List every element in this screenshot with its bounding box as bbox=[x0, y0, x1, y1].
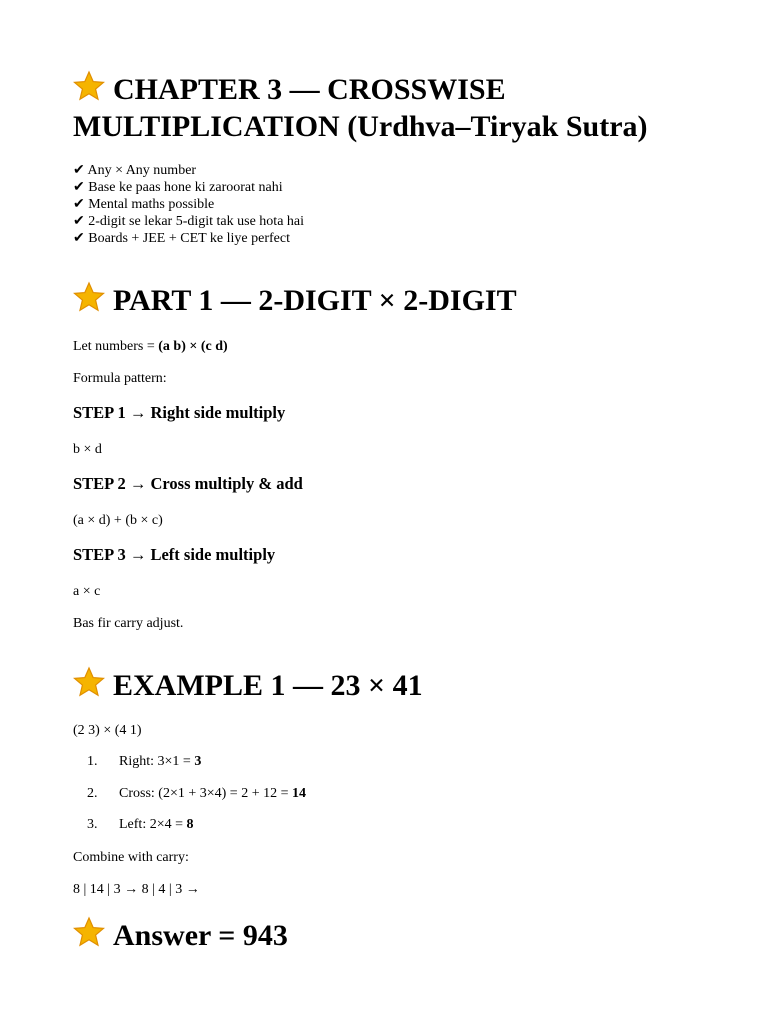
chapter-title-line1: CHAPTER 3 — CROSSWISE bbox=[113, 73, 506, 106]
closing-note: Bas fir carry adjust. bbox=[73, 616, 184, 631]
example1-title-text: EXAMPLE 1 — 23 × 41 bbox=[113, 669, 423, 702]
let-value: (a b) × (c d) bbox=[158, 339, 228, 354]
combine-label: Combine with carry: bbox=[73, 850, 189, 865]
let-prefix: Let numbers = bbox=[73, 339, 159, 354]
list-item-text: Cross: (2×1 + 3×4) = 2 + 12 = bbox=[119, 786, 292, 801]
chapter-title-line2: MULTIPLICATION (Urdhva–Tiryak Sutra) bbox=[73, 110, 648, 143]
feature-item: ✔ Mental maths possible bbox=[73, 197, 215, 212]
chapter-title bbox=[73, 70, 506, 109]
answer-text: Answer = 943 bbox=[113, 919, 288, 952]
list-number: 2. bbox=[87, 786, 98, 801]
formula-label: Formula pattern: bbox=[73, 371, 167, 386]
list-item bbox=[119, 754, 201, 770]
feature-item: ✔ Boards + JEE + CET ke liye perfect bbox=[73, 231, 290, 246]
list-item-text: Left: 2×4 = bbox=[119, 817, 187, 832]
answer-title bbox=[73, 916, 288, 954]
star-icon bbox=[73, 666, 105, 698]
part1-title-text: PART 1 — 2-DIGIT × 2-DIGIT bbox=[113, 284, 517, 317]
step-formula: a × c bbox=[73, 584, 101, 599]
let-numbers bbox=[73, 338, 228, 355]
feature-item: ✔ Any × Any number bbox=[73, 163, 197, 178]
list-item-text: Right: 3×1 = bbox=[119, 754, 195, 769]
list-number: 3. bbox=[87, 817, 98, 832]
feature-item: ✔ Base ke paas hone ki zaroorat nahi bbox=[73, 180, 283, 195]
list-number: 1. bbox=[87, 754, 98, 769]
list-item-result: 8 bbox=[186, 817, 194, 832]
step-heading: STEP 1 → Right side multiply bbox=[73, 403, 286, 422]
star-icon bbox=[73, 70, 105, 102]
feature-item: ✔ 2-digit se lekar 5-digit tak use hota hai bbox=[73, 214, 305, 229]
step-heading: STEP 3 → Left side multiply bbox=[73, 545, 276, 564]
star-icon bbox=[73, 281, 105, 313]
example-setup: (2 3) × (4 1) bbox=[73, 723, 142, 738]
step-formula: (a × d) + (b × c) bbox=[73, 513, 163, 528]
step-heading: STEP 2 → Cross multiply & add bbox=[73, 474, 303, 493]
list-item bbox=[119, 786, 306, 802]
step-formula: b × d bbox=[73, 442, 102, 457]
list-item-result: 3 bbox=[194, 754, 202, 769]
example1-title bbox=[73, 666, 423, 704]
list-item-result: 14 bbox=[291, 786, 306, 801]
combine-work: 8 | 14 | 3 → 8 | 4 | 3 → bbox=[73, 882, 200, 897]
part1-title bbox=[73, 281, 517, 319]
list-item bbox=[119, 817, 194, 833]
star-icon bbox=[73, 916, 105, 948]
